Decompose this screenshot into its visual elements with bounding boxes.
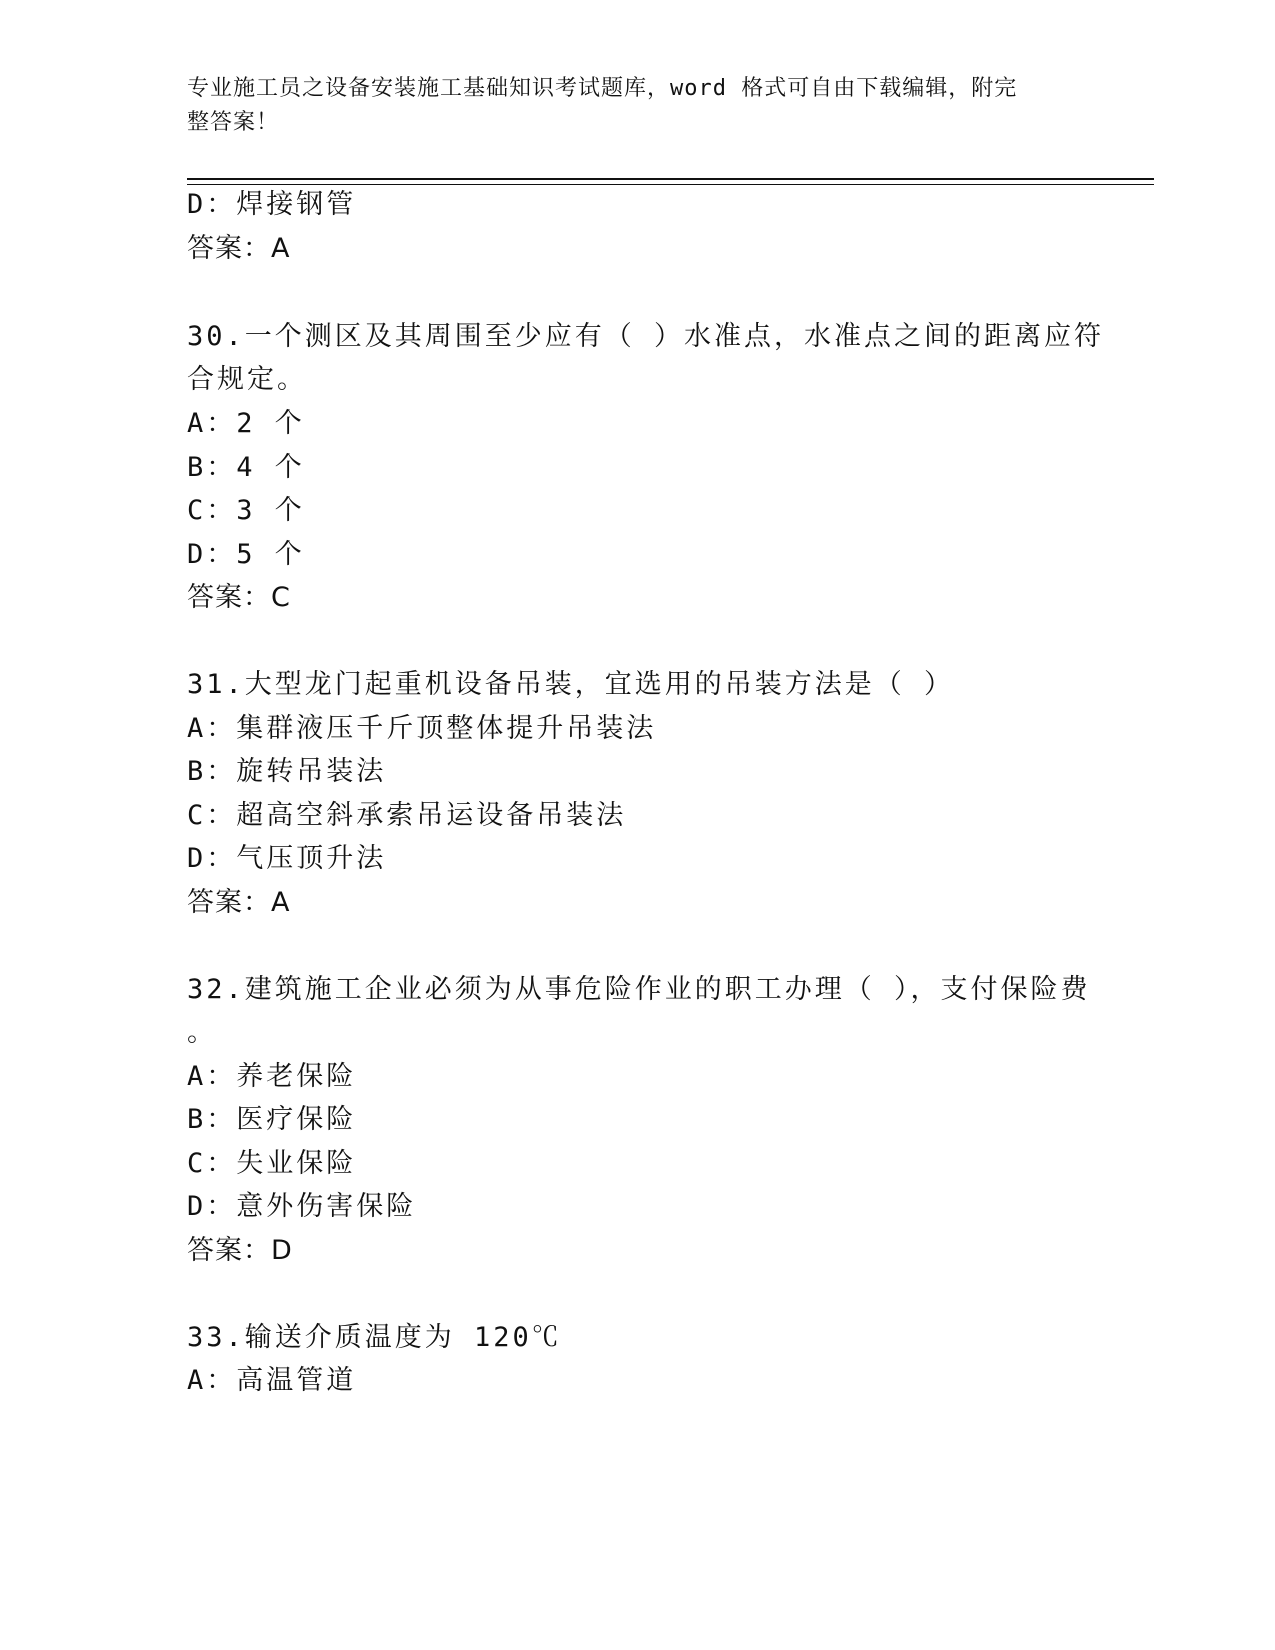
answer-q32: 答案：D [187, 1235, 293, 1266]
header-line-2: 整答案！ [187, 110, 280, 135]
document-header [187, 72, 1067, 140]
question-32-line-1: 32.建筑施工企业必须为从事危险作业的职工办理（ ），支付保险费 [187, 974, 1091, 1005]
question-31: 31.大型龙门起重机设备吊装，宜选用的吊装方法是（ ） [187, 669, 955, 700]
option-c-q30: C：3 个 [187, 495, 305, 526]
option-d-q32: D：意外伤害保险 [187, 1191, 417, 1222]
header-divider-thin [187, 184, 1154, 185]
answer-q29: 答案：A [187, 233, 291, 264]
question-30-line-2: 合规定。 [187, 364, 307, 395]
option-c-q31: C：超高空斜承索吊运设备吊装法 [187, 800, 627, 831]
question-30-line-1: 30.一个测区及其周围至少应有（ ）水准点，水准点之间的距离应符 [187, 321, 1105, 352]
option-a-q31: A：集群液压千斤顶整体提升吊装法 [187, 713, 657, 744]
option-b-q30: B：4 个 [187, 452, 305, 483]
option-a-q30: A：2 个 [187, 408, 305, 439]
answer-q30: 答案：C [187, 582, 291, 613]
question-32-line-2: 。 [187, 1017, 217, 1048]
option-b-q32: B：医疗保险 [187, 1104, 357, 1135]
header-line-1: 专业施工员之设备安装施工基础知识考试题库，word 格式可自由下载编辑，附完 [187, 76, 1018, 101]
option-a-q33: A：高温管道 [187, 1365, 357, 1396]
question-33: 33.输送介质温度为 120℃ [187, 1322, 562, 1353]
option-c-q32: C：失业保险 [187, 1148, 357, 1179]
header-divider-thick [187, 178, 1154, 180]
option-d-q31: D：气压顶升法 [187, 843, 387, 874]
option-a-q32: A：养老保险 [187, 1061, 357, 1092]
option-d-q29: D：焊接钢管 [187, 189, 357, 220]
option-d-q30: D：5 个 [187, 539, 305, 570]
answer-q31: 答案：A [187, 887, 291, 918]
option-b-q31: B：旋转吊装法 [187, 756, 387, 787]
